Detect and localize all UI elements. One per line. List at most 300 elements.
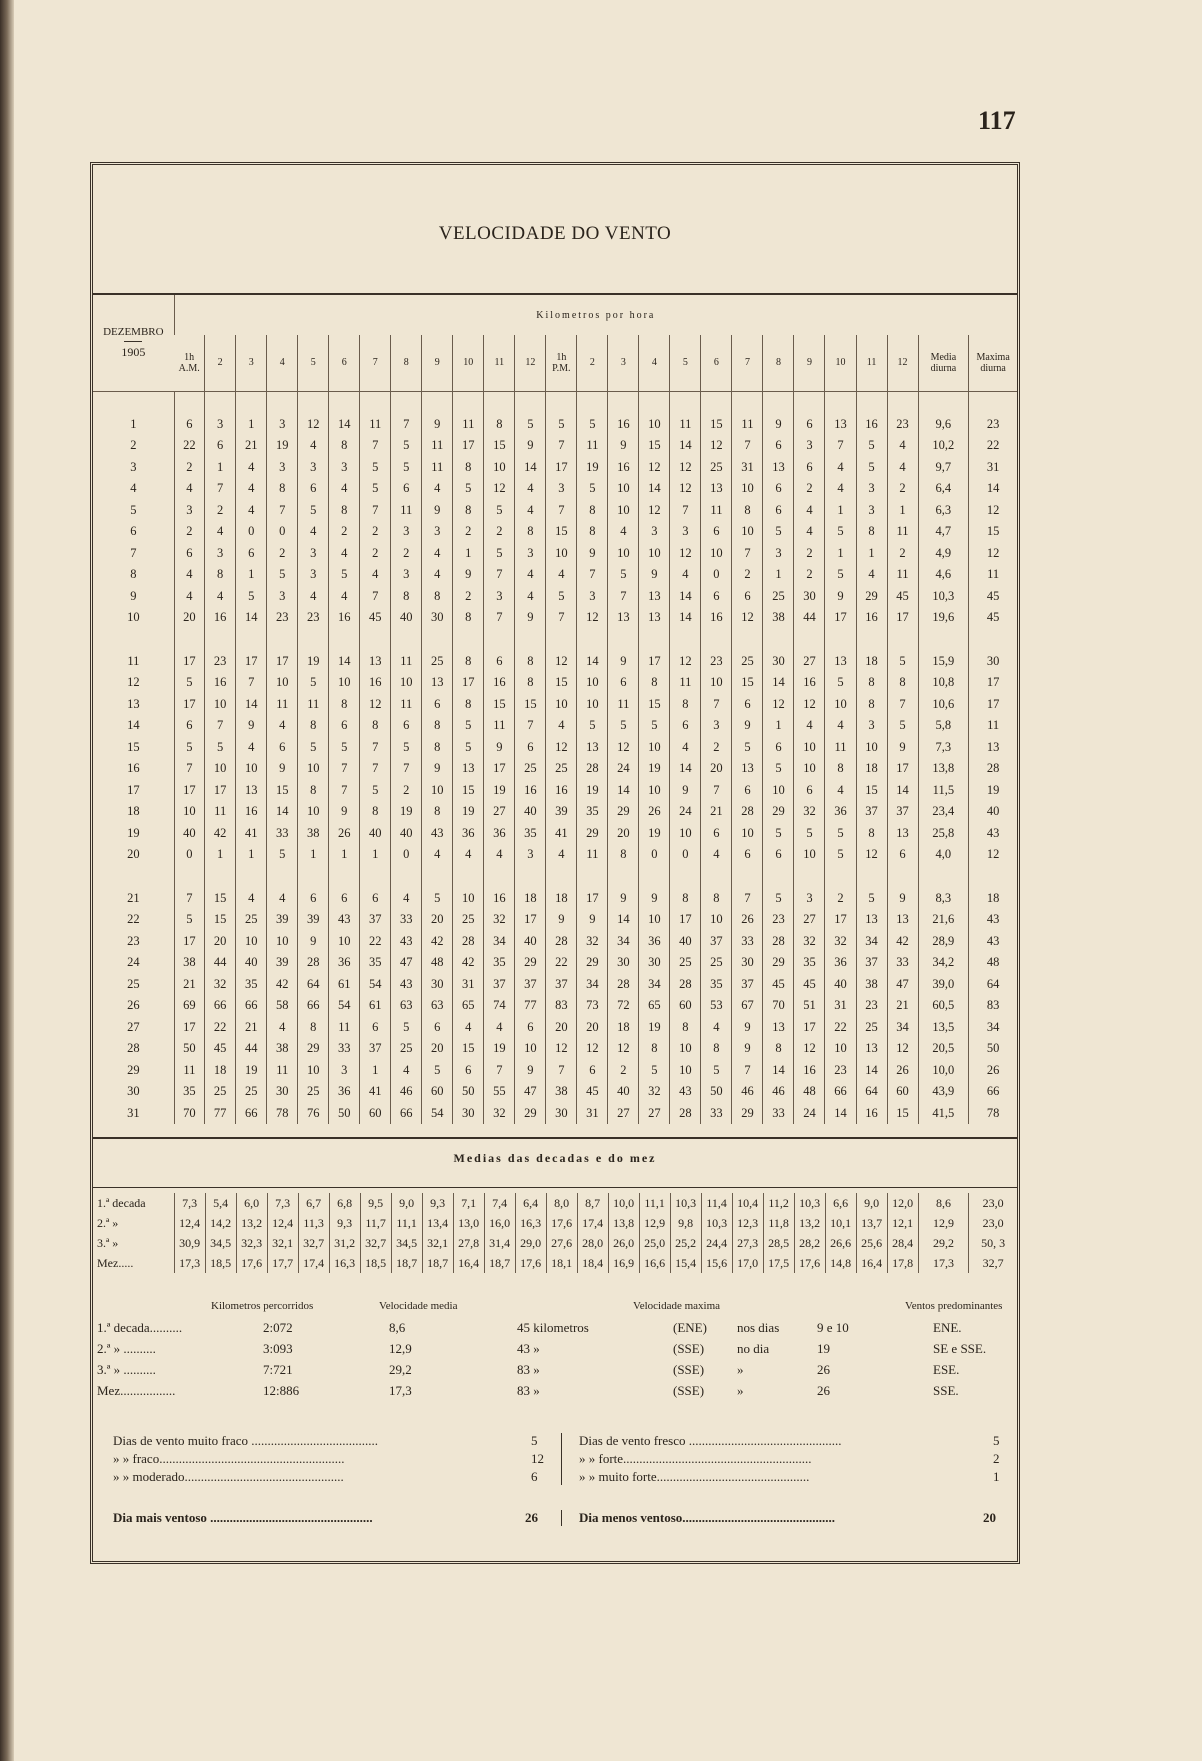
hour-value-cell: 4 [701, 844, 732, 866]
hour-value-cell: 15 [267, 780, 298, 802]
hour-value-cell: 3 [794, 888, 825, 910]
hour-value-cell: 10 [639, 737, 670, 759]
hour-value-cell: 6 [360, 888, 391, 910]
hour-value-cell: 9 [422, 414, 453, 436]
max-cell: 23 [969, 414, 1017, 436]
hour-value-cell: 10 [391, 672, 422, 694]
hour-value-cell: 6 [732, 586, 763, 608]
decade-value-cell: 11,2 [763, 1193, 794, 1213]
hour-value-cell: 3 [577, 586, 608, 608]
hour-value-cell: 42 [422, 931, 453, 953]
decade-value-cell: 26,0 [608, 1233, 639, 1253]
hour-value-cell: 16 [360, 672, 391, 694]
hour-value-cell: 10 [608, 543, 639, 565]
hour-value-cell: 19 [453, 801, 484, 823]
hour-value-cell: 40 [515, 931, 546, 953]
hour-value-cell: 13 [763, 1017, 794, 1039]
hour-value-cell: 29 [608, 801, 639, 823]
hour-value-cell: 5 [391, 1017, 422, 1039]
summary-media: 29,2 [389, 1362, 412, 1377]
hour-value-cell: 7 [825, 435, 856, 457]
hour-value-cell: 5 [267, 564, 298, 586]
max-cell: 64 [969, 974, 1017, 996]
hour-value-cell: 2 [608, 1060, 639, 1082]
decade-value-cell: 7,1 [453, 1193, 484, 1213]
mean-cell: 9,7 [918, 457, 969, 479]
decade-value-cell: 32,7 [360, 1233, 391, 1253]
hour-value-cell: 66 [236, 995, 267, 1017]
hour-value-cell: 17 [887, 607, 918, 629]
hour-value-cell: 42 [887, 931, 918, 953]
decade-value-cell: 8,7 [577, 1193, 608, 1213]
hour-value-cell: 11 [205, 801, 236, 823]
hour-value-cell: 4 [794, 521, 825, 543]
hour-value-cell: 70 [763, 995, 794, 1017]
hour-value-cell: 5 [236, 586, 267, 608]
hour-value-cell: 25 [732, 651, 763, 673]
hour-value-cell: 6 [329, 888, 360, 910]
hour-header: 5 [670, 335, 701, 391]
mean-cell: 13,8 [918, 758, 969, 780]
hour-value-cell: 5 [298, 672, 329, 694]
hour-header: 9 [422, 335, 453, 391]
hour-value-cell: 8 [639, 1038, 670, 1060]
hour-value-cell: 4 [794, 715, 825, 737]
mean-cell: 21,6 [918, 909, 969, 931]
hour-value-cell: 16 [794, 672, 825, 694]
hour-header: 2 [577, 335, 608, 391]
hour-value-cell: 5 [701, 1060, 732, 1082]
hour-value-cell: 11 [825, 737, 856, 759]
hour-value-cell: 17 [174, 651, 205, 673]
hour-value-cell: 10 [701, 672, 732, 694]
least-windy-label: Dia menos ventoso............................................... [579, 1510, 836, 1525]
hour-value-cell: 12 [794, 1038, 825, 1060]
hour-value-cell: 70 [174, 1103, 205, 1125]
hour-value-cell: 17 [639, 651, 670, 673]
hour-value-cell: 8 [670, 1017, 701, 1039]
hour-value-cell: 28 [763, 931, 794, 953]
hour-value-cell: 18 [856, 758, 887, 780]
hour-value-cell: 9 [732, 715, 763, 737]
hour-value-cell: 14 [236, 607, 267, 629]
hour-value-cell: 25 [391, 1038, 422, 1060]
decade-value-cell: 9,3 [329, 1213, 360, 1233]
dias-value: 5 [993, 1433, 1000, 1448]
hour-value-cell: 9 [422, 500, 453, 522]
hour-value-cell: 28 [546, 931, 577, 953]
hour-value-cell: 13 [887, 909, 918, 931]
hour-header: 3 [236, 335, 267, 391]
hour-value-cell: 6 [422, 1017, 453, 1039]
max-cell: 30 [969, 651, 1017, 673]
hour-value-cell: 20 [174, 607, 205, 629]
table-row [93, 1081, 1017, 1103]
decade-value-cell: 9,3 [422, 1193, 453, 1213]
decade-value-cell: 25,2 [670, 1233, 701, 1253]
summary-row [97, 1320, 1013, 1338]
hour-value-cell: 16 [856, 607, 887, 629]
hour-value-cell: 22 [360, 931, 391, 953]
hour-value-cell: 4 [701, 1017, 732, 1039]
summary-max: 83 » [517, 1383, 540, 1398]
hour-value-cell: 35 [174, 1081, 205, 1103]
hour-value-cell: 15 [887, 1103, 918, 1125]
decade-row [93, 1213, 1017, 1233]
hour-value-cell: 32 [577, 931, 608, 953]
hour-value-cell: 3 [174, 500, 205, 522]
decade-value-cell: 6,8 [329, 1193, 360, 1213]
hour-value-cell: 2 [887, 478, 918, 500]
hour-value-cell: 17 [825, 607, 856, 629]
hour-value-cell: 5 [763, 823, 794, 845]
hour-header: 7 [360, 335, 391, 391]
hour-value-cell: 3 [205, 543, 236, 565]
hour-value-cell: 8 [422, 715, 453, 737]
hour-value-cell: 46 [732, 1081, 763, 1103]
hour-value-cell: 15 [484, 435, 515, 457]
hour-value-cell: 38 [856, 974, 887, 996]
hour-value-cell: 12 [670, 478, 701, 500]
mean-header: Media diurna [918, 335, 969, 391]
hour-value-cell: 25 [236, 909, 267, 931]
decade-max-cell: 23,0 [969, 1193, 1017, 1213]
hour-value-cell: 4 [174, 586, 205, 608]
hour-value-cell: 19 [577, 780, 608, 802]
hour-value-cell: 12 [732, 607, 763, 629]
hour-value-cell: 40 [360, 823, 391, 845]
hour-value-cell: 7 [546, 500, 577, 522]
dias-label: » » forte.......................................................... [579, 1451, 812, 1466]
hour-value-cell: 14 [670, 435, 701, 457]
hour-value-cell: 23 [825, 1060, 856, 1082]
hour-value-cell: 11 [732, 414, 763, 436]
hour-value-cell: 6 [763, 435, 794, 457]
hour-value-cell: 10 [236, 758, 267, 780]
hour-value-cell: 11 [422, 457, 453, 479]
hour-value-cell: 32 [205, 974, 236, 996]
hour-value-cell: 39 [267, 952, 298, 974]
hour-value-cell: 9 [267, 758, 298, 780]
hour-value-cell: 14 [856, 1060, 887, 1082]
hour-value-cell: 3 [298, 564, 329, 586]
decade-value-cell: 25,0 [639, 1233, 670, 1253]
hour-header: 8 [391, 335, 422, 391]
decade-value-cell: 13,4 [422, 1213, 453, 1233]
hour-value-cell: 13 [856, 1038, 887, 1060]
decade-value-cell: 28,2 [794, 1233, 825, 1253]
hour-value-cell: 20 [205, 931, 236, 953]
hour-value-cell: 4 [825, 780, 856, 802]
hour-value-cell: 21 [701, 801, 732, 823]
hour-value-cell: 31 [825, 995, 856, 1017]
hour-value-cell: 43 [391, 974, 422, 996]
hour-value-cell: 40 [391, 823, 422, 845]
hour-value-cell: 4 [236, 500, 267, 522]
hour-value-cell: 4 [825, 457, 856, 479]
decade-value-cell: 34,5 [391, 1233, 422, 1253]
summary-days: 19 [817, 1341, 830, 1356]
hour-value-cell: 2 [453, 521, 484, 543]
hour-value-cell: 32 [825, 931, 856, 953]
hour-value-cell: 17 [174, 780, 205, 802]
hour-header: 4 [267, 335, 298, 391]
hour-value-cell: 4 [236, 888, 267, 910]
max-cell: 66 [969, 1081, 1017, 1103]
summary-label: Mez................. [97, 1383, 176, 1398]
hour-value-cell: 8 [484, 414, 515, 436]
decade-value-cell: 31,4 [484, 1233, 515, 1253]
hour-value-cell: 30 [732, 952, 763, 974]
hour-value-cell: 66 [391, 1103, 422, 1125]
decade-value-cell: 18,7 [484, 1253, 515, 1273]
hour-value-cell: 12 [670, 651, 701, 673]
decade-mean-cell: 8,6 [918, 1193, 969, 1213]
hour-value-cell: 16 [515, 780, 546, 802]
hour-value-cell: 15 [546, 521, 577, 543]
mean-cell: 6,4 [918, 478, 969, 500]
decade-value-cell: 30,9 [174, 1233, 205, 1253]
hour-header: 11 [484, 335, 515, 391]
hour-value-cell: 1 [825, 543, 856, 565]
hour-value-cell: 9 [670, 780, 701, 802]
hour-value-cell: 2 [794, 543, 825, 565]
hour-value-cell: 9 [577, 543, 608, 565]
hour-value-cell: 10 [608, 500, 639, 522]
hour-value-cell: 7 [484, 564, 515, 586]
summary-media: 17,3 [389, 1383, 412, 1398]
hour-value-cell: 7 [577, 564, 608, 586]
hour-value-cell: 53 [701, 995, 732, 1017]
day-cell: 5 [130, 502, 137, 517]
hour-value-cell: 35 [360, 952, 391, 974]
hour-value-cell: 38 [174, 952, 205, 974]
hour-value-cell: 11 [391, 500, 422, 522]
hour-value-cell: 13 [360, 651, 391, 673]
decade-max-cell: 50, 3 [969, 1233, 1017, 1253]
hour-value-cell: 10 [329, 931, 360, 953]
hour-value-cell: 12 [701, 435, 732, 457]
hour-value-cell: 29 [515, 952, 546, 974]
hour-value-cell: 10 [732, 521, 763, 543]
hour-value-cell: 15 [484, 694, 515, 716]
hour-value-cell: 1 [763, 715, 794, 737]
hour-value-cell: 25 [422, 651, 453, 673]
hour-value-cell: 45 [763, 974, 794, 996]
hour-value-cell: 39 [546, 801, 577, 823]
hour-value-cell: 51 [794, 995, 825, 1017]
hour-value-cell: 11 [453, 414, 484, 436]
hour-value-cell: 24 [608, 758, 639, 780]
hour-value-cell: 11 [174, 1060, 205, 1082]
hour-value-cell: 11 [267, 1060, 298, 1082]
hour-value-cell: 45 [577, 1081, 608, 1103]
hour-value-cell: 4 [267, 715, 298, 737]
hour-value-cell: 10 [794, 758, 825, 780]
hour-value-cell: 12 [856, 844, 887, 866]
hour-value-cell: 19 [639, 758, 670, 780]
hour-value-cell: 27 [608, 1103, 639, 1125]
hour-value-cell: 29 [515, 1103, 546, 1125]
hour-value-cell: 54 [422, 1103, 453, 1125]
hour-header: 1h P.M. [546, 335, 577, 391]
hour-value-cell: 5 [577, 414, 608, 436]
hour-value-cell: 45 [360, 607, 391, 629]
hour-value-cell: 13 [887, 823, 918, 845]
hour-value-cell: 6 [763, 478, 794, 500]
decade-value-cell: 13,0 [453, 1213, 484, 1233]
hour-value-cell: 10 [515, 1038, 546, 1060]
table-row [93, 1060, 1017, 1082]
hour-value-cell: 10 [577, 672, 608, 694]
hour-value-cell: 27 [794, 651, 825, 673]
hour-header: 12 [887, 335, 918, 391]
decade-value-cell: 27,3 [732, 1233, 763, 1253]
day-cell: 14 [127, 718, 140, 733]
summary-media: 8,6 [389, 1320, 406, 1335]
decade-value-cell: 11,7 [360, 1213, 391, 1233]
hour-value-cell: 39 [298, 909, 329, 931]
hour-value-cell: 4 [298, 586, 329, 608]
summary-km: 3:093 [263, 1341, 293, 1356]
hour-value-cell: 8 [856, 521, 887, 543]
hour-value-cell: 3 [546, 478, 577, 500]
summary-when: nos dias [737, 1320, 780, 1335]
hour-value-cell: 4 [546, 715, 577, 737]
hour-value-cell: 13 [422, 672, 453, 694]
decade-value-cell: 17,6 [794, 1253, 825, 1273]
max-cell: 17 [969, 694, 1017, 716]
hour-value-cell: 5 [763, 888, 794, 910]
hour-value-cell: 5 [298, 500, 329, 522]
hour-value-cell: 8 [267, 478, 298, 500]
dias-label: » » moderado................................................. [113, 1469, 344, 1484]
hour-value-cell: 37 [546, 974, 577, 996]
decade-value-cell: 7,3 [267, 1193, 298, 1213]
hour-value-cell: 15 [453, 1038, 484, 1060]
hour-value-cell: 30 [422, 607, 453, 629]
mean-cell: 11,5 [918, 780, 969, 802]
table-row [93, 521, 1017, 543]
hour-value-cell: 45 [205, 1038, 236, 1060]
hour-value-cell: 21 [236, 435, 267, 457]
hour-header: 3 [608, 335, 639, 391]
hour-value-cell: 11 [267, 694, 298, 716]
decade-value-cell: 18,5 [360, 1253, 391, 1273]
hour-value-cell: 18 [856, 651, 887, 673]
hour-value-cell: 36 [825, 801, 856, 823]
hour-value-cell: 14 [267, 801, 298, 823]
hour-value-cell: 3 [422, 521, 453, 543]
hour-value-cell: 3 [515, 543, 546, 565]
hour-value-cell: 17 [577, 888, 608, 910]
mean-cell: 10,3 [918, 586, 969, 608]
decade-value-cell: 13,8 [608, 1213, 639, 1233]
hour-value-cell: 8 [360, 801, 391, 823]
hour-value-cell: 1 [298, 844, 329, 866]
summary-vent: SSE. [933, 1383, 959, 1398]
day-cell: 2 [130, 438, 137, 453]
hour-value-cell: 4 [515, 586, 546, 608]
dias-value: 12 [531, 1451, 544, 1466]
table-row [93, 478, 1017, 500]
mean-cell: 7,3 [918, 737, 969, 759]
hour-value-cell: 12 [577, 1038, 608, 1060]
hour-value-cell: 2 [701, 737, 732, 759]
decade-value-cell: 28,4 [887, 1233, 918, 1253]
table-row [93, 909, 1017, 931]
hour-value-cell: 14 [608, 780, 639, 802]
decade-value-cell: 9,0 [391, 1193, 422, 1213]
month-header [93, 295, 174, 391]
hour-value-cell: 8 [329, 500, 360, 522]
hour-value-cell: 8 [670, 694, 701, 716]
max-cell: 43 [969, 909, 1017, 931]
decade-value-cell: 17,6 [546, 1213, 577, 1233]
summary-label: 1.ª decada.......... [97, 1320, 183, 1335]
kmh-label: Kilometros por hora [536, 309, 656, 321]
hour-value-cell: 6 [763, 737, 794, 759]
hour-value-cell: 50 [329, 1103, 360, 1125]
summary-dir: (SSE) [673, 1341, 705, 1356]
hour-value-cell: 11 [887, 564, 918, 586]
day-cell: 31 [127, 1105, 140, 1120]
hour-value-cell: 8 [577, 500, 608, 522]
decade-value-cell: 13,2 [236, 1213, 267, 1233]
summary-vent: SE e SSE. [933, 1341, 987, 1356]
column-separator [561, 1433, 562, 1485]
hour-value-cell: 29 [298, 1038, 329, 1060]
hour-value-cell: 9 [515, 1060, 546, 1082]
hour-value-cell: 5 [763, 521, 794, 543]
hour-value-cell: 6 [670, 715, 701, 737]
hour-value-cell: 7 [546, 1060, 577, 1082]
hour-value-cell: 11 [484, 715, 515, 737]
decade-value-cell: 17,7 [267, 1253, 298, 1273]
hour-value-cell: 9 [577, 909, 608, 931]
day-cell: 23 [127, 933, 140, 948]
hour-value-cell: 63 [422, 995, 453, 1017]
decade-value-cell: 17,6 [515, 1253, 546, 1273]
day-cell: 18 [127, 804, 140, 819]
dias-value: 1 [993, 1469, 1000, 1484]
hour-value-cell: 10 [577, 694, 608, 716]
hour-value-cell: 29 [763, 952, 794, 974]
hour-value-cell: 5 [391, 737, 422, 759]
hour-value-cell: 37 [856, 801, 887, 823]
hour-value-cell: 5 [887, 651, 918, 673]
mean-cell: 4,6 [918, 564, 969, 586]
hour-value-cell: 2 [391, 780, 422, 802]
mean-cell: 20,5 [918, 1038, 969, 1060]
hour-value-cell: 67 [732, 995, 763, 1017]
decade-value-cell: 15,4 [670, 1253, 701, 1273]
hour-value-cell: 20 [608, 823, 639, 845]
summary-label: 2.ª » .......... [97, 1341, 156, 1356]
table-row [93, 758, 1017, 780]
hour-value-cell: 29 [577, 823, 608, 845]
hour-value-cell: 4 [236, 457, 267, 479]
decade-value-cell: 12,1 [887, 1213, 918, 1233]
dias-label: » » muito forte............................................... [579, 1469, 810, 1484]
hour-value-cell: 10 [639, 909, 670, 931]
day-cell: 20 [127, 847, 140, 862]
mean-cell: 4,7 [918, 521, 969, 543]
hour-value-cell: 12 [484, 478, 515, 500]
table-row [93, 457, 1017, 479]
decade-value-cell: 9,5 [360, 1193, 391, 1213]
hour-value-cell: 16 [484, 672, 515, 694]
